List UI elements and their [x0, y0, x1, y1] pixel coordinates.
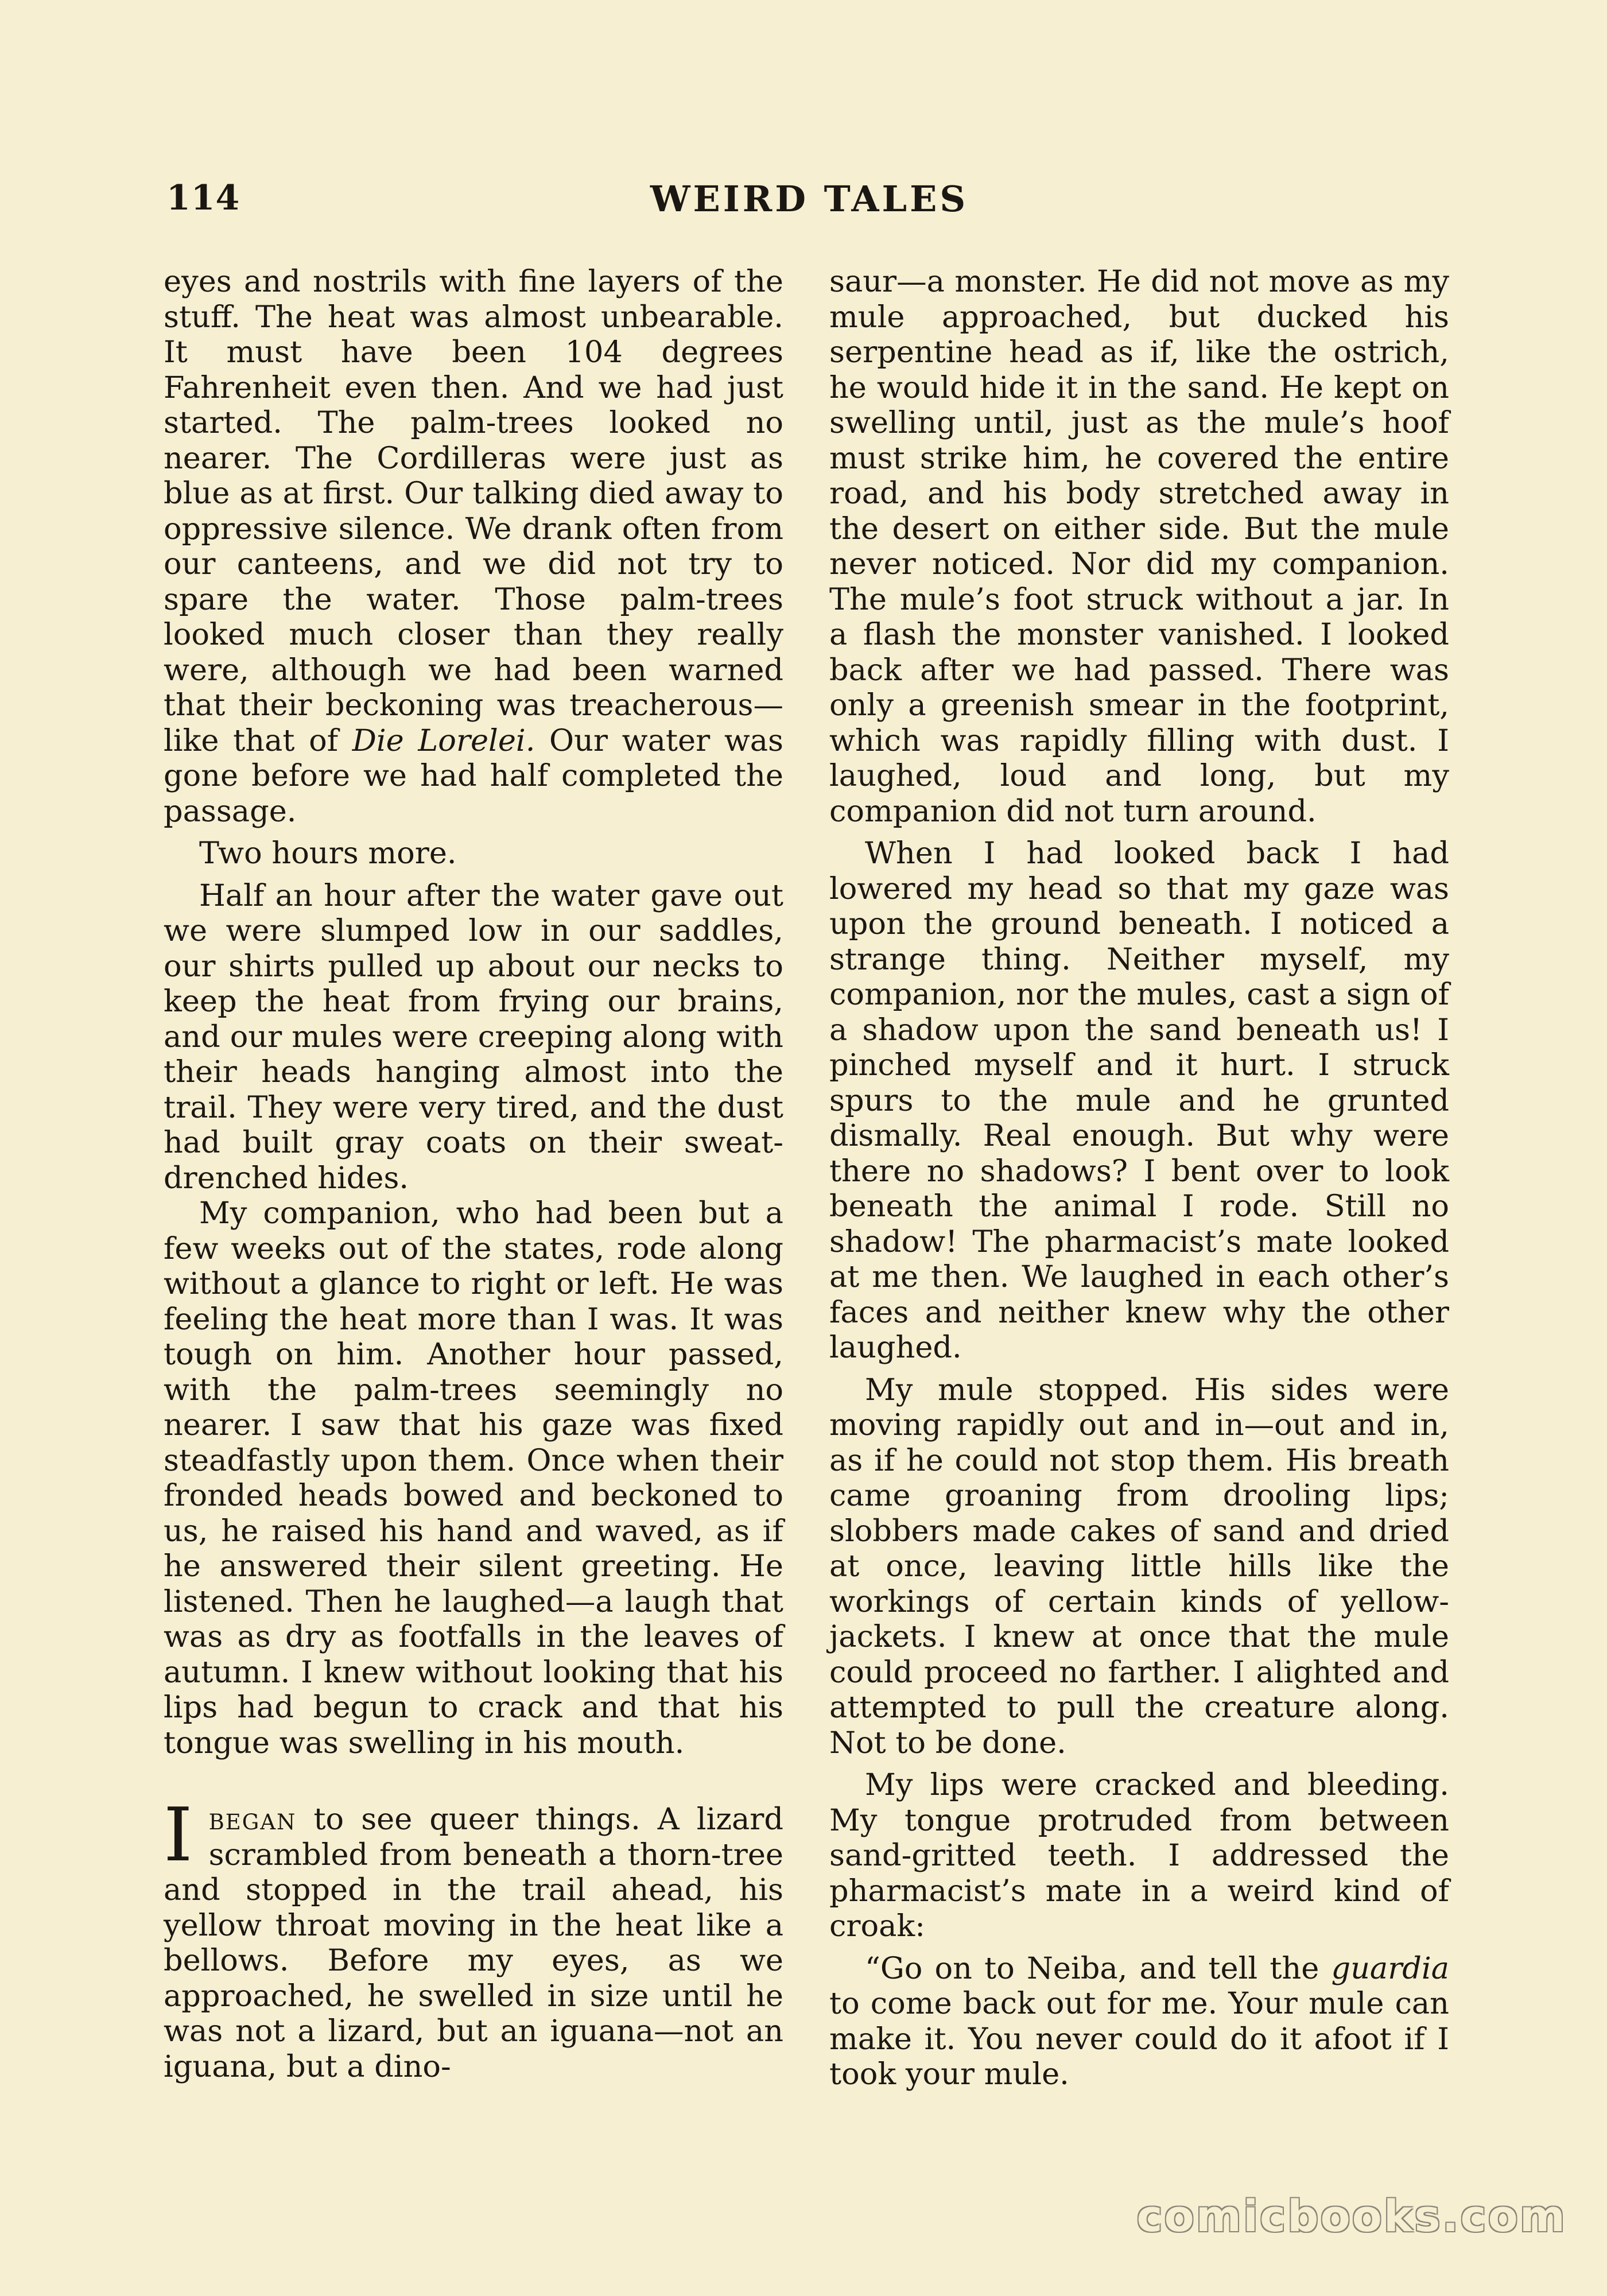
- italic-text: Die Lorelei.: [352, 723, 535, 758]
- paragraph: My companion, who had been but a few weeks out of the states, rode along without a glance to right or left. He was feeling the heat more than I was. It was tough on him. Another hour passed, with the palm-trees seemingly no nearer. I saw that his gaze was fixed steadfastly upon them. Once when their fronded heads bowed and beckoned to us, he raised his hand and waved, as if he answered their silent greeting. He listened. Then he laughed—a laugh that was as dry as footfalls in the leaves of autumn. I knew without looking that his lips had begun to crack and that his tongue was swelling in his mouth.: [164, 1196, 783, 1760]
- italic-text: guardia: [1331, 1950, 1449, 1986]
- paragraph: [164, 264, 783, 829]
- paragraph: Half an hour after the water gave out we were slumped low in our saddles, our shirts pulled up about our necks to keep the heat from frying our brains, and our mules were creeping along with their heads hanging almost into the trail. They were very tired, and the dust had built gray coats on their sweat-drenched hides.: [164, 878, 783, 1196]
- paragraph-text: to see queer things. A lizard scrambled from beneath a thorn-tree and stopped in the trail ahead, his yellow throat moving in the heat like a bellows. Before my eyes, as we approached, he swelled in size until he was not a lizard, but an iguana—not an iguana, but a dino-: [164, 1802, 783, 2084]
- small-caps-text: began: [208, 1802, 297, 1837]
- paragraph-text: “Go on to Neiba, and tell the: [865, 1950, 1332, 1986]
- paragraph: My lips were cracked and bleeding. My tongue protruded from between sand-gritted teeth. I addressed the pharmacist’s mate in a weird kind of croak:: [829, 1767, 1449, 1944]
- page-number: 114: [166, 178, 240, 218]
- right-column: [829, 264, 1449, 2092]
- paragraph-text: eyes and nostrils with fine layers of the stuff. The heat was almost unbearable. It must have been 104 degrees Fahrenheit even then. And we had just started. The palm-trees looked no nearer. The Cordilleras were just as blue as at first. Our talking died away to oppressive silence. We drank often from our canteens, and we did not try to spare the water. Those palm-trees looked much closer than they really were, although we had been warned that their beckoning was treacherous—like that of: [164, 264, 783, 758]
- paragraph: Two hours more.: [199, 836, 457, 871]
- paragraph: My mule stopped. His sides were moving rapidly out and in—out and in, as if he could not stop them. His breath came groaning from drooling lips; slobbers made cakes of sand and dried at once, leaving little hills like the workings of certain kinds of yellow-jackets. I knew at once that the mule could proceed no farther. I alighted and attempted to pull the creature along. Not to be done.: [829, 1372, 1449, 1760]
- paragraph: [829, 1951, 1449, 2092]
- paragraph-text: Our water was gone before we had half completed the passage.: [164, 723, 783, 829]
- drop-cap: I: [164, 1793, 193, 1878]
- paragraph: When I had looked back I had lowered my head so that my gaze was upon the ground beneath. I noticed a strange thing. Neither myself, my companion, nor the mules, cast a sign of a shadow upon the sand beneath us! I pinched myself and it hurt. I struck spurs to the mule and he grunted dismally. Real enough. But why were there no shadows? I bent over to look beneath the animal I rode. Still no shadow! The pharmacist’s mate looked at me then. We laughed in each other’s faces and neither knew why the other laughed.: [829, 836, 1449, 1365]
- page-header: [166, 178, 1452, 224]
- paragraph-text: to come back out for me. Your mule can make it. You never could do it afoot if I took your mule.: [829, 1986, 1449, 2092]
- section-opening-paragraph: [164, 1793, 783, 2084]
- running-title: WEIRD TALES: [650, 178, 969, 220]
- watermark: comicbooks.com: [1136, 2190, 1567, 2241]
- left-column: [164, 264, 783, 2084]
- paragraph: saur—a monster. He did not move as my mule approached, but ducked his serpentine head as if, like the ostrich, he would hide it in the sand. He kept on swelling until, just as the mule’s hoof must strike him, he covered the entire road, and his body stretched away in the desert on either side. But the mule never noticed. Nor did my companion. The mule’s foot struck without a jar. In a flash the monster vanished. I looked back after we had passed. There was only a greenish smear in the footprint, which was rapidly filling with dust. I laughed, loud and long, but my companion did not turn around.: [829, 264, 1449, 829]
